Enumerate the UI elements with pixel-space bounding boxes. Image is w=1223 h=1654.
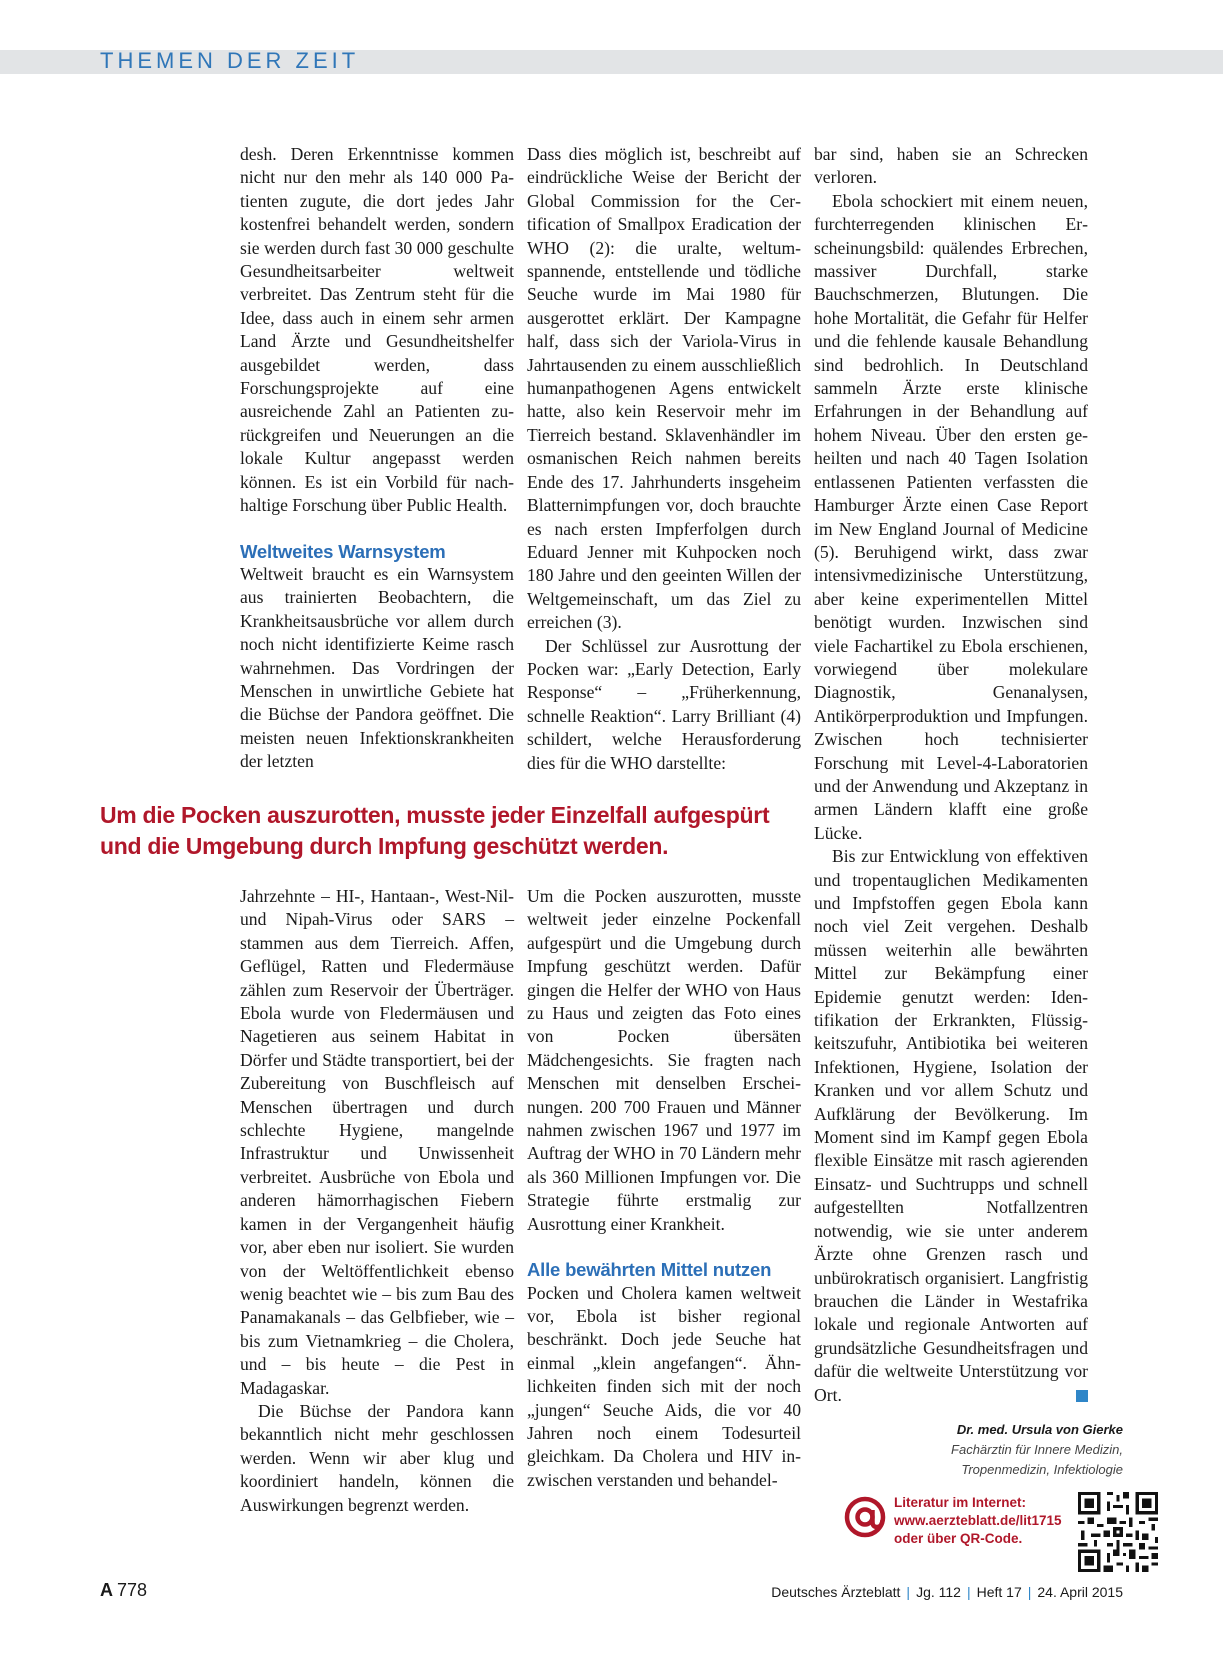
volume: Jg. 112	[916, 1584, 961, 1600]
author-block	[823, 1420, 1123, 1480]
qr-code[interactable]	[1078, 1492, 1158, 1572]
pull-quote	[100, 800, 820, 862]
pull-quote-line-1: Um die Pocken auszurotten, musste jeder Einzelfall aufgespürt	[100, 802, 770, 828]
author-name: Dr. med. Ursula von Gierke	[956, 1422, 1123, 1437]
page-prefix: A	[100, 1580, 113, 1600]
issue-date: 24. April 2015	[1037, 1584, 1123, 1600]
subheading-warnsystem: Weltweites Warnsystem	[240, 540, 446, 562]
paragraph: Dass dies möglich ist, beschreibt auf eindrückliche Weise der Bericht der Global Commission for the Certification of Smallpox Eradication der WHO (2): die uralte, weltumspannende, entstellende und tödliche Seuche wurde im Mai 1980 für ausgerottet erklärt. Der Kampagne half, dass sich der Variola-Virus in Jahrtausenden zu einem ausschließlich humanpathogenen Agens entwickelt hatte, also kein Reservoir mehr im Tierreich bestand. Sklavenhändler im osmanischen Reich nahmen bereits Ende des 17. Jahrhunderts insgeheim Blatternimpfungen vor, doch brauchte es nach ersten Impferfolgen durch Eduard Jenner mit Kuhpocken noch 180 Jahre und den geeinten Willen der Weltgemeinschaft, um das Ziel zu erreichen (3).	[527, 144, 801, 633]
paragraph: bar sind, haben sie an Schrecken verloren.	[814, 144, 1088, 188]
author-credentials-1: Fachärztin für Innere Medizin,	[951, 1442, 1123, 1457]
separator: |	[1027, 1584, 1032, 1600]
paragraph: Weltweit braucht es ein Warnsystem aus trainierten Beobachtern, die Krankheitsausbrüche vor allem durch noch nicht identifizierte Keime rasch wahrnehmen. Das Vordringen der Menschen in unwirtliche Gebiete hat die Büchse der Pandora geöffnet. Die meisten neuen Infektionskrankheiten der letzten	[240, 563, 514, 772]
column-2-bottom	[527, 885, 801, 1492]
literature-link[interactable]: www.aerzteblatt.de/lit1715	[894, 1513, 1062, 1528]
end-mark-icon	[1076, 1390, 1088, 1402]
footer-publication	[771, 1584, 1123, 1600]
pull-quote-line-2: und die Umgebung durch Impfung geschützt werden.	[100, 833, 669, 859]
section-title: THEMEN DER ZEIT	[100, 48, 360, 73]
literature-line-3: oder über QR-Code.	[894, 1531, 1023, 1546]
author-credentials-2: Tropenmedizin, Infektiologie	[961, 1462, 1123, 1477]
column-2-top	[527, 143, 801, 775]
column-1-bottom	[240, 885, 514, 1517]
page-number	[100, 1580, 147, 1601]
journal-name: Deutsches Ärzteblatt	[771, 1584, 901, 1600]
literature-text	[894, 1494, 1084, 1548]
paragraph-text: Bis zur Entwicklung von effektiven und tropentauglichen Medikamenten und Impfstoffen gegen Ebola kann noch viel Zeit vergehen. Deshalb müssen weiterhin alle bewährten Mittel zur Bekämpfung einer Epidemie genutzt werden: Identifikation der Erkrankten, Flüssigkeitszufuhr, Antibiotika bei weiteren Infektionen, Hygiene, Isolation der Kranken und vor allem Schutz und Aufklärung der Bevölkerung. Im Moment sind im Kampf gegen Ebola flexible Einsätze mit rasch agierenden Einsatz- und Suchtrupps und schnell aufgestellten Notfallzentren notwendig, wie sie unter anderem Ärzte ohne Grenzen rasch und unbürokratisch organisiert. Langfristig brauchen die Länder in Westafrika lokale und regionale Antworten auf grundsätzliche Gesundheitsfragen und dafür die weltweite Unterstützung vor Ort.	[814, 846, 1088, 1405]
separator: |	[966, 1584, 971, 1600]
at-sign-icon	[844, 1496, 886, 1538]
paragraph	[814, 845, 1088, 1407]
paragraph: Ebola schockiert mit einem neuen, furchterregenden klinischen Erscheinungsbild: quälendes Erbrechen, massiver Durchfall, starke Bauchschmerzen, Blutungen. Die hohe Mortalität, die Gefahr für Helfer und die fehlende kausale Behandlung sind bedrohlich. In Deutschland sammeln Ärzte erste klinische Erfahrungen in der Behandlung auf hohem Niveau. Über den ersten geheilten und nach 40 Tagen Isolation entlassenen Patienten verfassten die Hamburger Ärzte einen Case Report im New England Journal of Medicine (5). Beruhigend wirkt, dass zwar intensivmedizinische Unterstützung, aber keine experimentellen Mittel benötigt wurden. Inzwischen sind viele Fachartikel zu Ebola erschienen, vorwiegend über molekulare Diagnostik, Genanalysen, Antikörperproduktion und Impfungen. Zwischen hoch technisierter Forschung mit Level-4-Laboratorien und der Anwendung und Akzeptanz in armen Ländern klafft eine große Lücke.	[814, 190, 1088, 843]
column-3	[814, 143, 1088, 1407]
paragraph: Pocken und Cholera kamen weltweit vor, Ebola ist bisher regional beschränkt. Doch jede Seuche hat einmal „klein angefangen“. Ähnlichkeiten finden sich mit der noch „jungen“ Seuche Aids, die vor 40 Jahren noch einem Todesurteil gleichkam. Da Cholera und HIV inzwischen verstanden und behandel-	[527, 1282, 801, 1490]
literature-box	[844, 1492, 1184, 1576]
paragraph: Der Schlüssel zur Ausrottung der Pocken war: „Early Detection, Early Response“ – „Früherkennung, schnelle Reaktion“. Larry Brilliant (4) schildert, welche Herausforderung dies für die WHO darstellte:	[527, 635, 801, 773]
paragraph: Die Büchse der Pandora kann bekanntlich nicht mehr geschlossen werden. Wenn wir aber klug und koordiniert handeln, können die Auswirkungen begrenzt werden.	[240, 1400, 514, 1515]
page-number-value: 778	[117, 1580, 148, 1600]
separator: |	[906, 1584, 911, 1600]
paragraph: Um die Pocken auszurotten, musste weltweit jeder einzelne Pockenfall aufgespürt und die Umgebung durch Impfung geschützt werden. Dafür gingen die Helfer der WHO von Haus zu Haus und zeigten das Foto eines von Pocken übersäten Mädchengesichts. Sie fragten nach Menschen mit denselben Erscheinungen. 200 700 Frauen und Männer nahmen zwischen 1967 und 1977 im Auftrag der WHO in 70 Ländern mehr als 360 Millionen Impfungen vor. Die Strategie führte erstmalig zur Ausrottung einer Krankheit.	[527, 886, 801, 1234]
literature-line-1: Literatur im Internet:	[894, 1495, 1027, 1510]
paragraph: desh. Deren Erkenntnisse kommen nicht nur den mehr als 140 000 Patienten zugute, die dort jedes Jahr kostenfrei behandelt werden, sondern sie werden durch fast 30 000 geschulte Gesundheitsarbeiter weltweit verbreitet. Das Zentrum steht für die Idee, dass auch in einem sehr armen Land Ärzte und Gesundheitshelfer ausgebildet werden, dass Forschungsprojekte auf eine ausreichende Zahl an Patienten zurückgreifen und Neuerungen an die lokale Kultur angepasst werden können. Es ist ein Vorbild für nachhaltige Forschung über Public Health.	[240, 144, 514, 516]
column-1-top	[240, 143, 514, 774]
subheading-mittel: Alle bewährten Mittel nutzen	[527, 1259, 772, 1281]
paragraph: Jahrzehnte – HI-, Hantaan-, West-Nil- und Nipah-Virus oder SARS – stammen aus dem Tierreich. Affen, Geflügel, Ratten und Fledermäuse zählen zum Reservoir der Überträger. Ebola wurde von Fledermäusen und Nagetieren aus seinem Habitat in Dörfer und Städte transportiert, bei der Zubereitung von Buschfleisch auf Menschen übertragen und durch schlechte Hygiene, mangelnde Infrastruktur und Unwissenheit verbreitet. Ausbrüche von Ebola und anderen hämorrhagischen Fiebern kamen in der Vergangenheit häufig vor, aber eben nur isoliert. Sie wurden von der Weltöffentlichkeit ebenso wenig beachtet wie – bis zum Bau des Panamakanals – das Gelbfieber, wie – bis zum Vietnamkrieg – die Cholera, und – bis heute – die Pest in Madagaskar.	[240, 886, 514, 1398]
issue: Heft 17	[976, 1584, 1022, 1600]
